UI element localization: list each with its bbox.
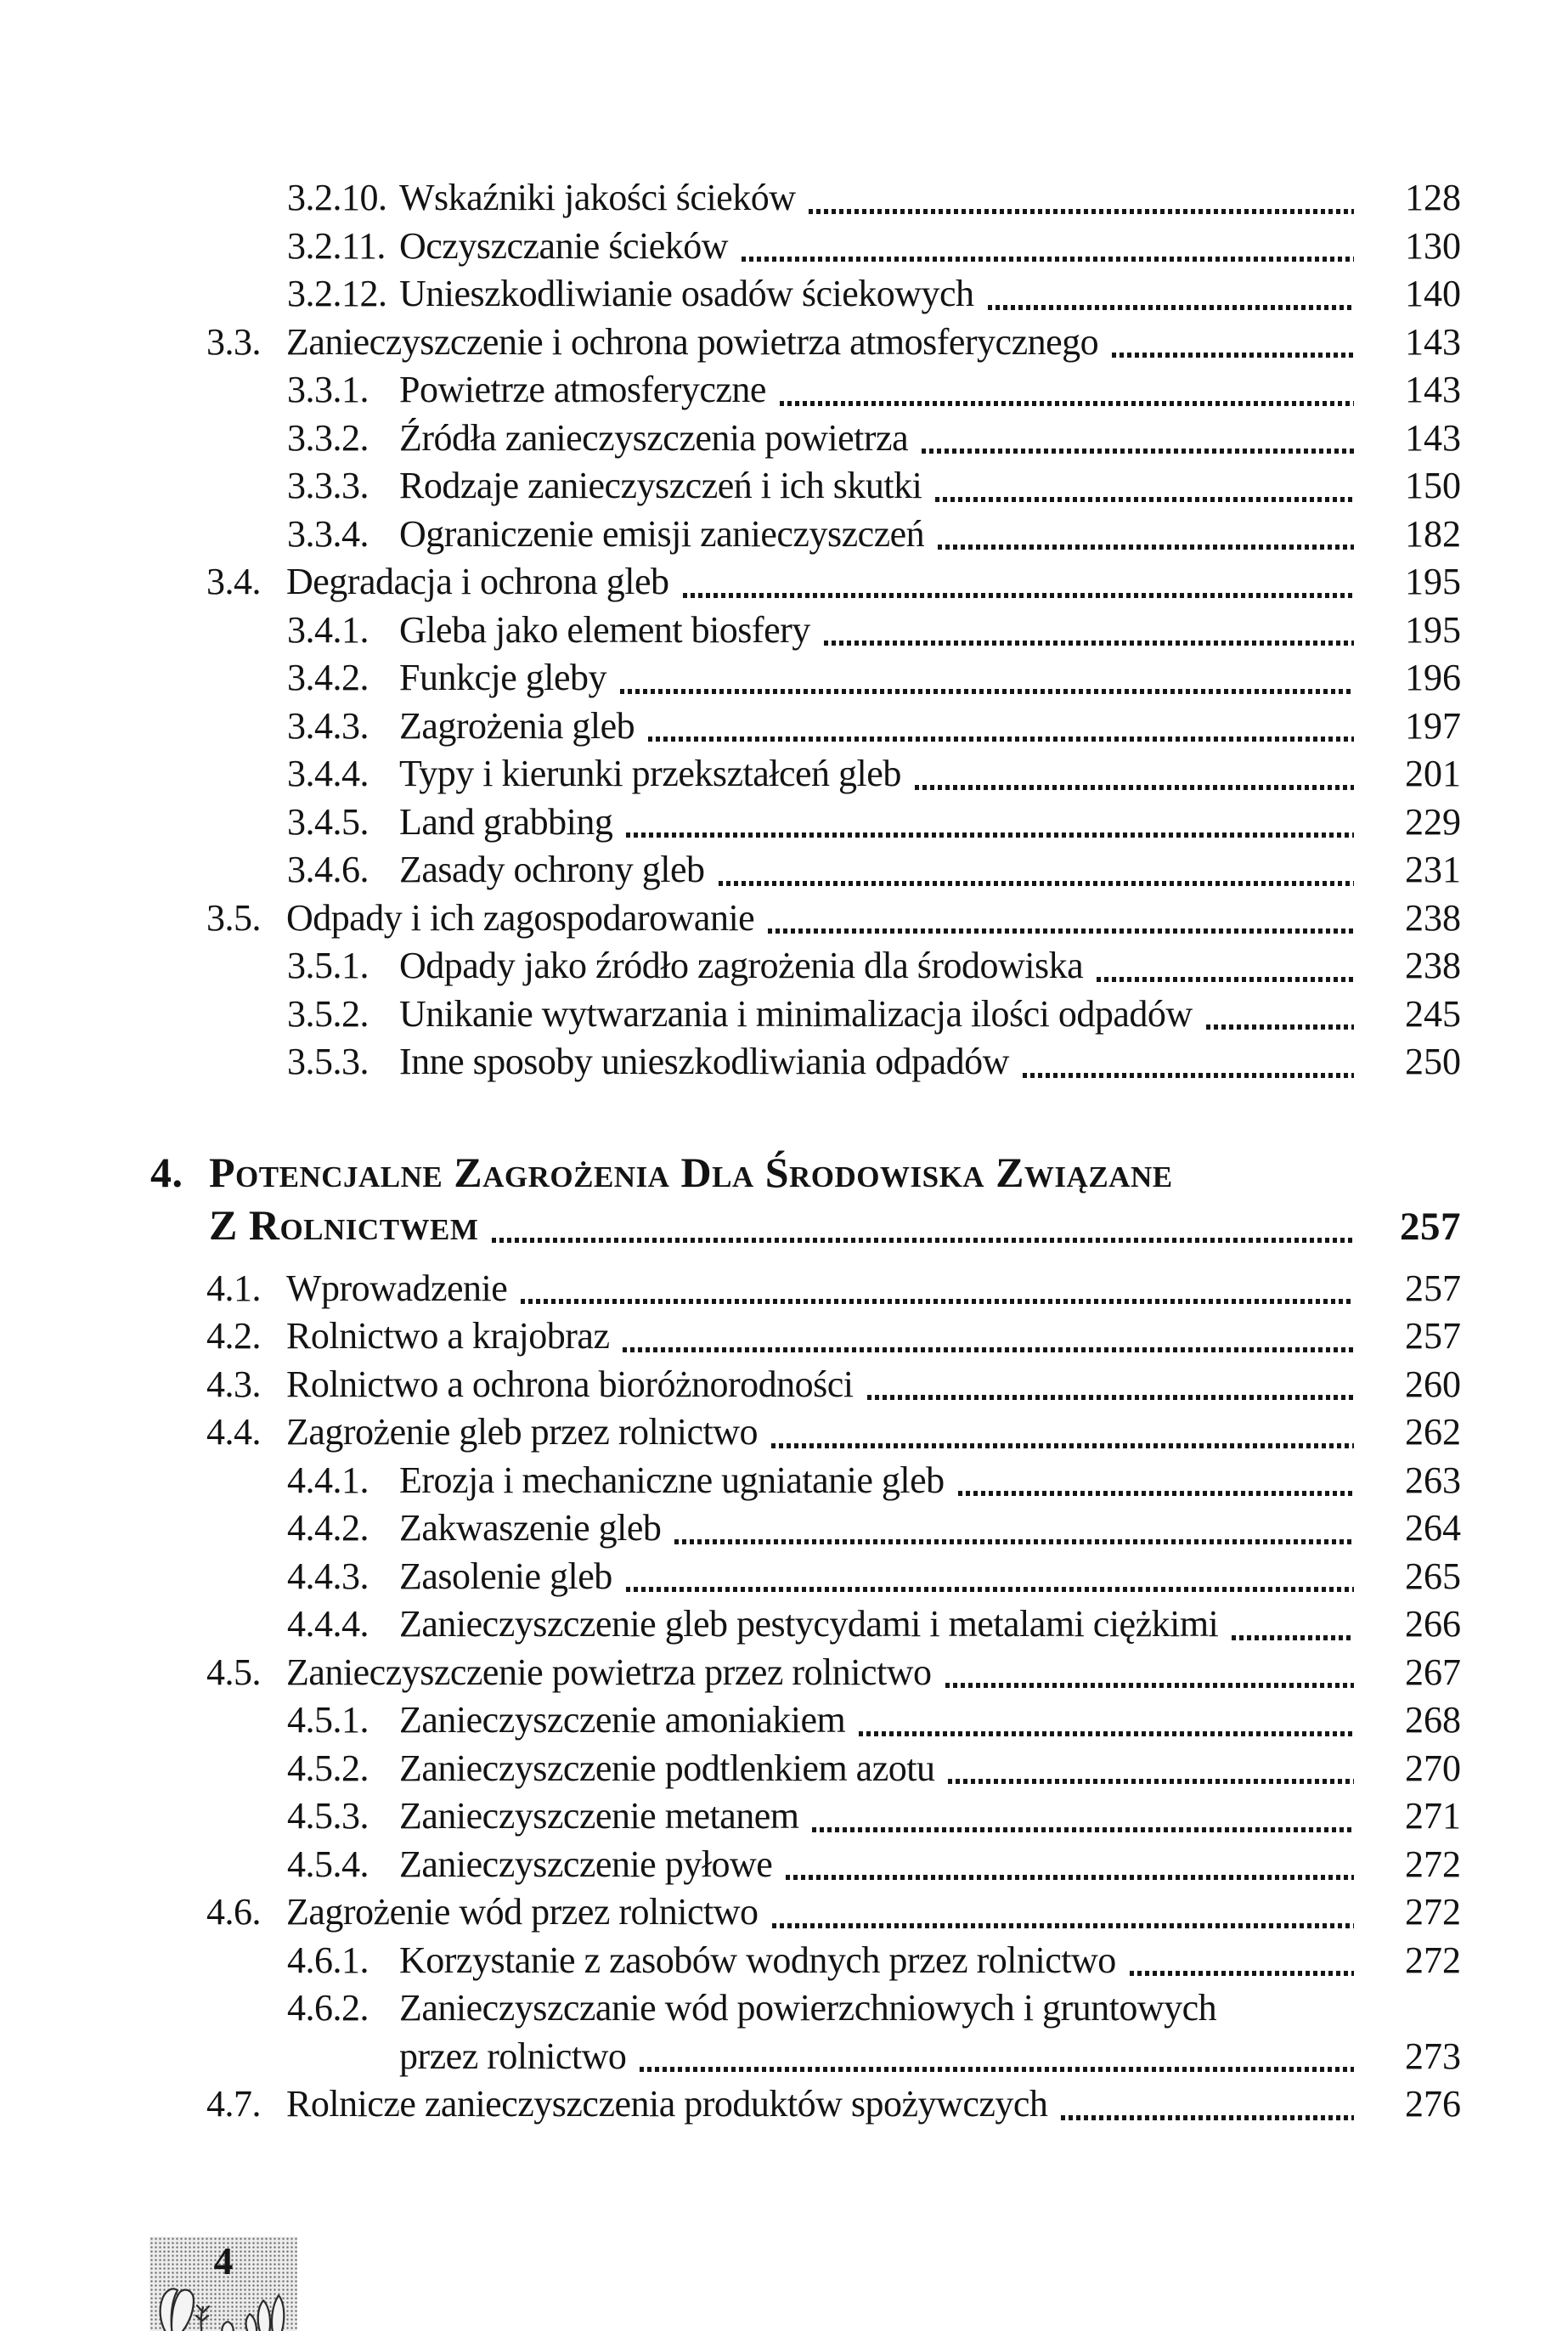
toc-entry	[0, 607, 1568, 655]
entry-title: Unieszkodliwianie osadów ściekowych	[399, 273, 974, 314]
toc-entry	[0, 750, 1568, 799]
entry-page: 143	[1405, 369, 1461, 410]
toc-entry	[0, 1265, 1568, 1313]
entry-number: 4.4.2.	[287, 1507, 369, 1549]
toc-entry	[0, 366, 1568, 415]
toc-entry	[0, 799, 1568, 847]
dot-leader	[1206, 1024, 1354, 1030]
dot-leader	[623, 1347, 1354, 1352]
toc-entry	[0, 2033, 1568, 2081]
entry-number: 3.4.4.	[287, 753, 369, 794]
dot-leader	[626, 1587, 1354, 1592]
entry-title: Rolnicze zanieczyszczenia produktów spożywczych	[286, 2083, 1048, 2125]
toc-entry	[0, 991, 1568, 1039]
entry-number: 4.6.	[206, 1891, 261, 1933]
entry-title: Typy i kierunki przekształceń gleb	[399, 753, 901, 794]
entry-page: 272	[1405, 1939, 1461, 1981]
entry-title: Zanieczyszczenie podtlenkiem azotu	[399, 1747, 935, 1789]
toc-entry	[0, 1457, 1568, 1505]
section-heading	[0, 1146, 1568, 1253]
toc-entry	[0, 1600, 1568, 1649]
dot-leader	[809, 209, 1354, 214]
dot-leader	[648, 737, 1354, 742]
entry-page: 182	[1405, 512, 1461, 555]
entry-title: Degradacja i ochrona gleb	[286, 561, 669, 602]
toc-entry	[0, 1696, 1568, 1745]
entry-number: 4.5.3.	[287, 1795, 369, 1837]
dot-leader	[742, 257, 1354, 262]
toc-entry	[0, 223, 1568, 271]
toc-entry	[0, 1792, 1568, 1841]
toc-entry	[0, 1888, 1568, 1937]
dot-leader	[1097, 977, 1354, 982]
dot-leader	[867, 1395, 1354, 1400]
entry-page: 150	[1405, 465, 1461, 506]
entry-number: 4.6.2.	[287, 1987, 369, 2029]
entry-title: Źródła zanieczyszczenia powietrza	[399, 416, 909, 459]
entry-page: 238	[1405, 896, 1461, 939]
dot-leader	[719, 881, 1355, 886]
entry-title: Odpady jako źródło zagrożenia dla środowiska	[399, 945, 1084, 986]
entry-page: 130	[1405, 224, 1461, 267]
entry-page: 260	[1405, 1363, 1461, 1405]
toc-entry	[0, 462, 1568, 511]
toc-entry	[0, 846, 1568, 895]
dot-leader	[640, 2067, 1354, 2072]
entry-title: Zagrożenia gleb	[399, 704, 635, 747]
entry-page: 272	[1405, 1891, 1461, 1933]
entry-page: 266	[1405, 1603, 1461, 1645]
toc-section-4	[0, 1265, 1568, 2129]
entry-number: 4.3.	[206, 1363, 261, 1405]
entry-number: 3.4.	[206, 561, 261, 602]
flower-sketch-icon	[149, 2283, 297, 2331]
dot-leader	[1112, 353, 1354, 358]
entry-page: 250	[1405, 1041, 1461, 1082]
entry-page: 257	[1405, 1315, 1461, 1357]
entry-number: 3.2.12.	[287, 273, 387, 314]
dot-leader	[1061, 2115, 1354, 2120]
entry-number: 3.5.	[206, 896, 261, 939]
entry-number: 3.4.1.	[287, 608, 369, 651]
toc-entry	[0, 1745, 1568, 1793]
dot-leader	[922, 449, 1354, 454]
entry-title: Zanieczyszczenie gleb pestycydami i metalami ciężkimi	[399, 1603, 1219, 1645]
entry-page: 271	[1405, 1795, 1461, 1837]
entry-page: 143	[1405, 320, 1461, 363]
entry-title: Zanieczyszczenie i ochrona powietrza atmosferycznego	[286, 320, 1099, 363]
entry-number: 4.5.	[206, 1651, 261, 1693]
entry-number: 4.6.1.	[287, 1939, 369, 1981]
entry-page: 197	[1405, 704, 1461, 747]
dot-leader	[780, 401, 1354, 406]
toc-entry	[0, 1937, 1568, 1985]
toc-entry	[0, 1038, 1568, 1086]
entry-number: 3.2.10.	[287, 177, 387, 218]
toc-entry	[0, 1408, 1568, 1457]
toc-entry	[0, 1312, 1568, 1361]
entry-number: 4.1.	[206, 1267, 261, 1309]
entry-number: 4.5.4.	[287, 1843, 369, 1885]
toc-entry	[0, 1984, 1568, 2033]
entry-title: Gleba jako element biosfery	[399, 608, 810, 651]
toc-entry	[0, 511, 1568, 559]
entry-title: Zasady ochrony gleb	[399, 849, 705, 890]
entry-title: Unikanie wytwarzania i minimalizacja ilości odpadów	[399, 992, 1193, 1035]
entry-page: 257	[1405, 1267, 1461, 1309]
entry-page: 195	[1405, 608, 1461, 651]
entry-page: 195	[1405, 561, 1461, 602]
entry-number: 3.5.3.	[287, 1041, 369, 1082]
toc-entry	[0, 270, 1568, 319]
entry-page: 276	[1405, 2083, 1461, 2125]
entry-number: 3.5.2.	[287, 992, 369, 1035]
entry-title: Odpady i ich zagospodarowanie	[286, 896, 755, 939]
entry-number: 4.2.	[206, 1315, 261, 1357]
toc-section-3	[0, 174, 1568, 1086]
entry-title: Zakwaszenie gleb	[399, 1507, 662, 1549]
entry-title: Funkcje gleby	[399, 657, 607, 698]
toc-entry	[0, 319, 1568, 367]
entry-title: Rolnictwo a krajobraz	[286, 1315, 610, 1357]
entry-page: 140	[1405, 273, 1461, 314]
entry-title: Wprowadzenie	[286, 1267, 508, 1309]
entry-number: 3.4.5.	[287, 800, 369, 843]
entry-title: Ograniczenie emisji zanieczyszczeń	[399, 512, 925, 555]
dot-leader	[626, 832, 1354, 838]
entry-number: 3.4.6.	[287, 849, 369, 890]
entry-page: 196	[1405, 657, 1461, 698]
entry-page: 270	[1405, 1747, 1461, 1789]
entry-number: 3.5.1.	[287, 945, 369, 986]
dot-leader	[859, 1731, 1354, 1736]
toc-entry	[0, 703, 1568, 751]
entry-page: 245	[1405, 992, 1461, 1035]
entry-page: 268	[1405, 1699, 1461, 1741]
toc-entry	[0, 1504, 1568, 1553]
entry-title: Zagrożenie gleb przez rolnictwo	[286, 1411, 758, 1453]
entry-title: Erozja i mechaniczne ugniatanie gleb	[399, 1459, 945, 1501]
entry-number: 3.3.3.	[287, 465, 369, 506]
toc-entry	[0, 1553, 1568, 1601]
entry-number: 4.5.2.	[287, 1747, 369, 1789]
entry-page: 272	[1405, 1843, 1461, 1885]
entry-title: Oczyszczanie ścieków	[399, 224, 729, 267]
entry-title: Inne sposoby unieszkodliwiania odpadów	[399, 1041, 1009, 1082]
entry-page: 267	[1405, 1651, 1461, 1693]
entry-title: Zanieczyszczenie amoniakiem	[399, 1699, 846, 1741]
dot-leader	[1130, 1971, 1354, 1976]
section-title-line2: Z Rolnictwem	[209, 1200, 479, 1249]
entry-title: Zagrożenie wód przez rolnictwo	[286, 1891, 759, 1933]
entry-page: 262	[1405, 1411, 1461, 1453]
dot-leader	[772, 1923, 1354, 1928]
entry-number: 4.7.	[206, 2083, 261, 2125]
entry-number: 4.4.	[206, 1411, 261, 1453]
section-number: 4.	[150, 1148, 183, 1196]
section-title-line1: Potencjalne Zagrożenia Dla Środowiska Związane	[209, 1148, 1173, 1196]
toc-entry	[0, 558, 1568, 607]
entry-title: Korzystanie z zasobów wodnych przez rolnictwo	[399, 1939, 1116, 1981]
entry-title: Rodzaje zanieczyszczeń i ich skutki	[399, 465, 922, 506]
dot-leader	[620, 689, 1354, 694]
entry-number: 4.4.1.	[287, 1459, 369, 1501]
entry-page: 231	[1405, 849, 1461, 890]
dot-leader	[768, 928, 1354, 934]
entry-title: Zanieczyszczenie powietrza przez rolnictwo	[286, 1651, 932, 1693]
toc-entry	[0, 654, 1568, 703]
entry-number: 4.4.4.	[287, 1603, 369, 1645]
dot-leader	[958, 1491, 1354, 1496]
dot-leader	[683, 593, 1355, 598]
entry-title: Rolnictwo a ochrona bioróżnorodności	[286, 1363, 854, 1405]
entry-title: Zanieczyszczenie metanem	[399, 1795, 799, 1837]
dot-leader	[521, 1299, 1354, 1304]
entry-title: Zanieczyszczanie wód powierzchniowych i gruntowych	[399, 1987, 1217, 2029]
dot-leader	[824, 641, 1354, 646]
entry-title: Zasolenie gleb	[399, 1555, 612, 1597]
entry-title: przez rolnictwo	[399, 2035, 627, 2077]
entry-number: 3.3.4.	[287, 512, 369, 555]
entry-number: 3.2.11.	[287, 224, 386, 267]
entry-number: 3.4.2.	[287, 657, 369, 698]
entry-page: 238	[1405, 945, 1461, 986]
entry-page: 201	[1405, 753, 1461, 794]
dot-leader	[988, 305, 1354, 310]
dot-leader	[1232, 1635, 1354, 1640]
toc-entry	[0, 942, 1568, 991]
entry-page: 143	[1405, 416, 1461, 459]
section-page-number: 257	[1400, 1204, 1461, 1249]
toc-entry	[0, 895, 1568, 943]
entry-number: 3.4.3.	[287, 704, 369, 747]
dot-leader	[674, 1539, 1354, 1544]
dot-leader	[1023, 1073, 1354, 1078]
entry-title: Wskaźniki jakości ścieków	[399, 177, 796, 218]
toc-entry	[0, 1841, 1568, 1889]
dot-leader	[812, 1827, 1354, 1832]
footer-page-number: 4	[213, 2239, 234, 2283]
entry-page: 265	[1405, 1555, 1461, 1597]
dot-leader	[945, 1683, 1354, 1688]
entry-title: Zanieczyszczenie pyłowe	[399, 1843, 773, 1885]
entry-number: 4.4.3.	[287, 1555, 369, 1597]
entry-page: 128	[1405, 177, 1461, 218]
dot-leader	[935, 497, 1354, 502]
toc-entry	[0, 1649, 1568, 1697]
entry-page: 264	[1405, 1507, 1461, 1549]
toc-entry	[0, 2080, 1568, 2129]
entry-number: 3.3.2.	[287, 416, 369, 459]
dot-leader	[915, 785, 1354, 790]
toc-entry	[0, 415, 1568, 463]
entry-number: 3.3.1.	[287, 369, 369, 410]
entry-number: 3.3.	[206, 320, 261, 363]
section-heading-line1	[0, 1146, 1568, 1199]
table-of-contents	[0, 174, 1568, 2129]
entry-page: 263	[1405, 1459, 1461, 1501]
entry-number: 4.5.1.	[287, 1699, 369, 1741]
dot-leader	[786, 1875, 1354, 1880]
dot-leader	[771, 1443, 1354, 1448]
section-heading-line2	[0, 1199, 1568, 1253]
entry-page: 273	[1405, 2035, 1461, 2077]
toc-entry	[0, 174, 1568, 223]
toc-entry	[0, 1361, 1568, 1409]
entry-page: 229	[1405, 800, 1461, 843]
footer-page-badge	[149, 2237, 297, 2331]
dot-leader	[948, 1779, 1354, 1784]
entry-title: Land grabbing	[399, 800, 613, 843]
dot-leader	[492, 1238, 1354, 1243]
entry-title: Powietrze atmosferyczne	[399, 369, 766, 410]
dot-leader	[938, 545, 1354, 550]
